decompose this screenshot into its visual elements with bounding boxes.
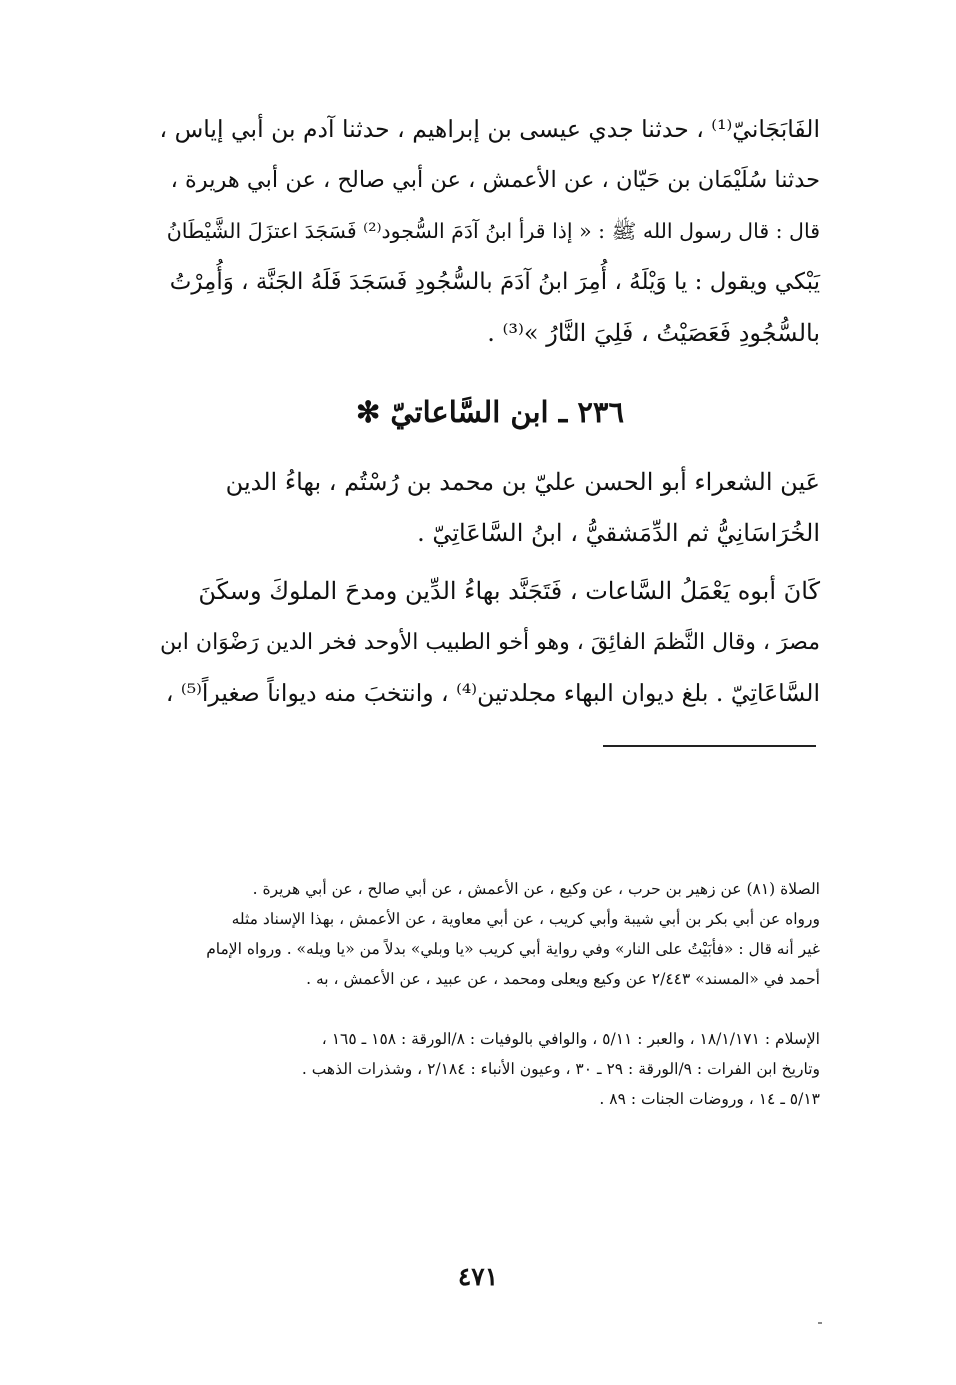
entry-heading: ٢٣٦ ـ ابن السَّاعاتيّ ✻ xyxy=(355,395,625,429)
scan-speck xyxy=(818,1322,822,1324)
text-line: يَبْكي ويقول : يا وَيْلَهُ ، أُمِرَ ابنُ آدَمَ بالسُّجُودِ فَسَجَدَ فَلَهُ الجَنَّة ، وَأُمِرْتُ xyxy=(169,269,820,295)
footnote-line xyxy=(160,784,820,814)
text-line: حدثنا سُلَيْمَان بن حَيّان ، عن الأعمش ، عن أبي صالح ، عن أبي هريرة ، xyxy=(170,167,820,193)
footnote-line xyxy=(160,814,820,844)
biography-paragraph xyxy=(160,457,820,559)
text-line: قال : قال رسول الله ﷺ : « إذا قرأ ابنُ آدَمَ السُّجود⁽²⁾ فَسَجَدَ اعتزَلَ الشَّيْطَانُ xyxy=(166,219,820,243)
page-number: ٤٧١ xyxy=(457,1262,499,1291)
text-line: بالسُّجُودِ فَعَصَيْتُ ، فَلِيَ النَّارُ »⁽³⁾ . xyxy=(487,319,820,347)
footnote-line: أحمد في «المسند» ٢/٤٤٣ عن وكيع ويعلى ومحمد ، عن عبيد ، عن الأعمش ، به . xyxy=(306,970,820,988)
footnote-divider xyxy=(603,745,816,747)
text-line: كَانَ أبوه يَعْمَلُ السَّاعات ، فَتَجَنَّد بهاءُ الدِّين ومدحَ الملوكَ وسكَنَ xyxy=(198,577,820,605)
footnote-line xyxy=(160,1144,820,1174)
footnotes xyxy=(160,784,820,1174)
footnote-line: وتاريخ ابن الفرات : ٩/الورقة : ٢٩ ـ ٣٠ ، وعيون الأنباء : ٢/١٨٤ ، وشذرات الذهب . xyxy=(301,1060,820,1078)
footnote-line: الصلاة (٨١) عن زهير بن حرب ، عن وكيع ، عن الأعمش ، عن أبي صالح ، عن أبي هريرة . xyxy=(252,880,820,898)
footnote-line xyxy=(160,994,820,1024)
footnote-line: الإسلام : ١٨/١/١٧١ ، والعبر : ٥/١١ ، والوافي بالوفيات : ٨/الورقة : ١٥٨ ـ ١٦٥ ، xyxy=(321,1030,820,1048)
text-line: الخُرَاسَانِيُّ ثم الدِّمَشقيُّ ، ابنُ السَّاعَاتِيّ . xyxy=(417,519,820,547)
text-line: عَين الشعراء أبو الحسن عليّ بن محمد بن رُسْتُم ، بهاءُ الدين xyxy=(225,468,820,496)
footnote-line: غير أنه قال : «فأبَيْتُ على النار» وفي رواية أبي كريب «يا وبلي» بدلاً من «يا ويله» . ورواه الإمام xyxy=(206,940,820,958)
footnote-line: ورواه عن أبي بكر بن أبي شيبة وأبي كريب ، عن أبي معاوية ، عن الأعمش ، بهذا الإسناد مثله xyxy=(231,910,820,928)
text-line: الفَابَجَانيّ⁽¹⁾ ، حدثنا جدي عيسى بن إبراهيم ، حدثنا آدم بن أبي إياس ، xyxy=(159,115,820,143)
footnote-line: ٥/١٣ ـ ١٤ ، وروضات الجنات : ٨٩ . xyxy=(599,1090,820,1108)
text-line: مصرَ ، وقال النَّظمَ الفائِقَ ، وهو أخو الطبيب الأوحد فخر الدين رَضْوَان ابن xyxy=(159,630,820,655)
footnote-line xyxy=(160,844,820,874)
biography-paragraph xyxy=(160,566,820,719)
hadith-paragraph xyxy=(160,104,820,359)
text-line: السَّاعَاتِيّ . بلغ ديوان البهاء مجلدتين⁽⁴⁾ ، وانتخبَ منه ديواناً صغيراً⁽⁵⁾ ، xyxy=(165,679,820,707)
footnote-line xyxy=(160,1114,820,1144)
